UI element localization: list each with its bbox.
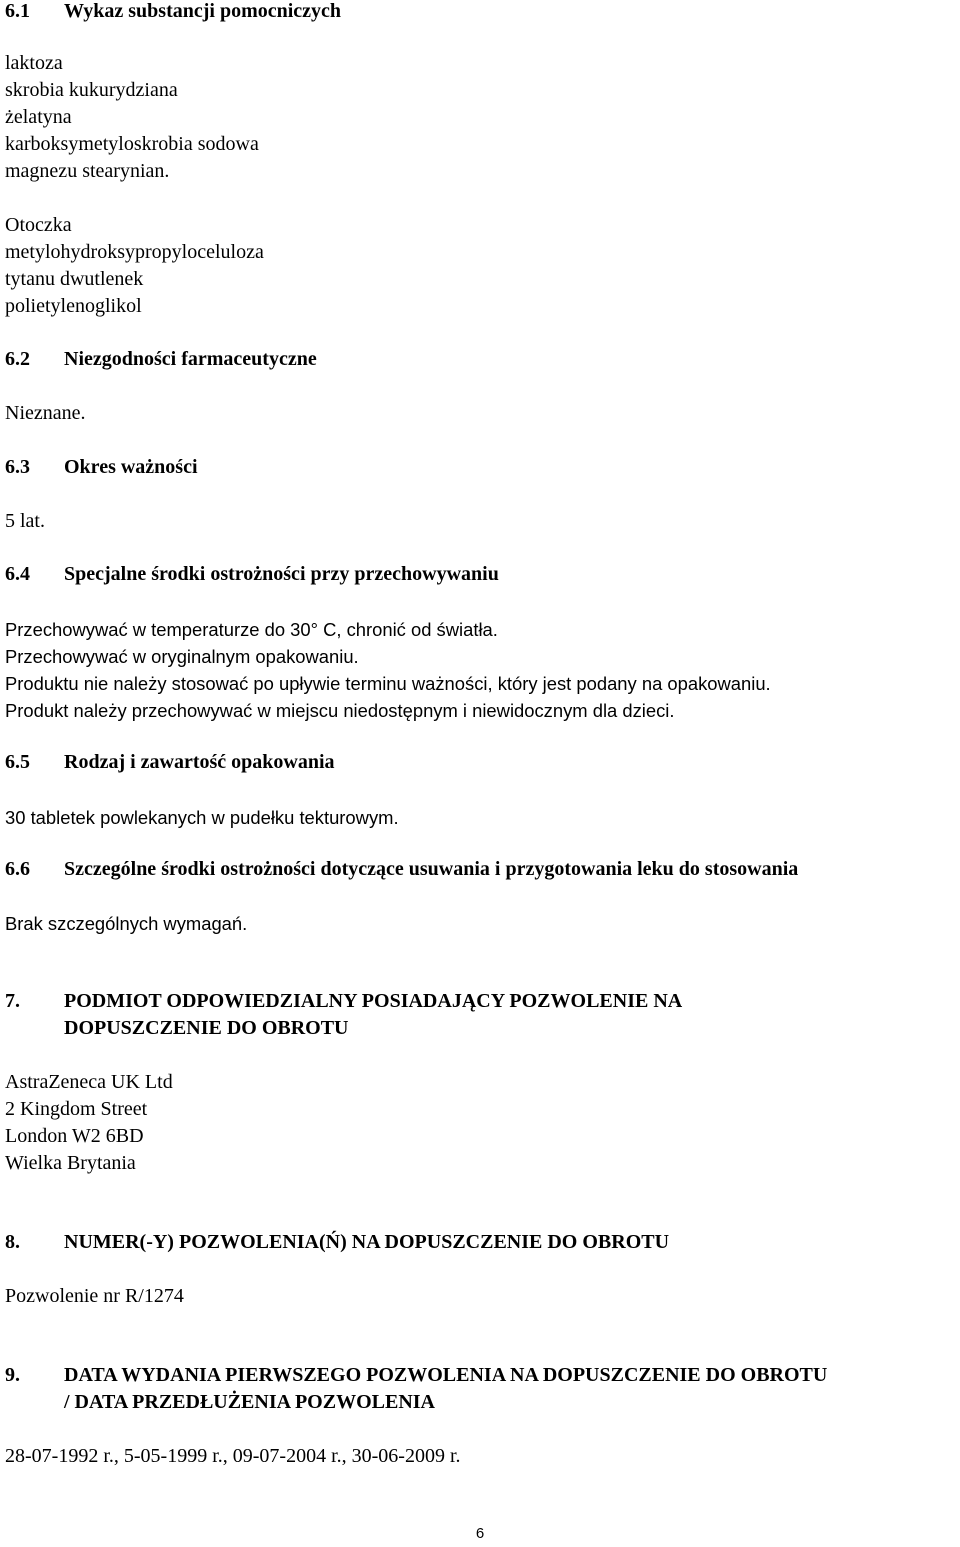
section-heading-7 [5,988,682,1042]
address-line: London W2 6BD [5,1125,144,1147]
section-title: Szczególne środki ostrożności dotyczące usuwania i przygotowania leku do stosowania [64,858,799,880]
excipient-item: skrobia kukurydziana [5,79,178,101]
address-line: 2 Kingdom Street [5,1098,148,1120]
excipient-item: żelatyna [5,106,72,128]
excipient-item: magnezu stearynian. [5,160,170,182]
section-text: Brak szczególnych wymagań. [5,913,248,934]
excipient-item: laktoza [5,52,63,74]
section-text: Pozwolenie nr R/1274 [5,1285,184,1307]
section-title [64,988,682,1042]
section-number: 7. [5,990,20,1012]
address-line: Wielka Brytania [5,1152,136,1174]
section-title-line: DATA WYDANIA PIERWSZEGO POZWOLENIA NA DOPUSZCZENIE DO OBROTU [64,1364,828,1386]
storage-instruction: Przechowywać w temperaturze do 30° C, chronić od światła. [5,619,498,640]
section-number: 6.4 [5,563,30,585]
section-text: 30 tabletek powlekanych w pudełku tekturowym. [5,807,399,828]
section-title: NUMER(-Y) POZWOLENIA(Ń) NA DOPUSZCZENIE DO OBROTU [64,1231,670,1253]
section-heading-9 [5,1362,827,1416]
section-title-line: DOPUSZCZENIE DO OBROTU [64,1017,349,1039]
section-title: Rodzaj i zawartość opakowania [64,751,335,773]
section-title: Niezgodności farmaceutyczne [64,348,317,370]
section-number: 6.5 [5,751,30,773]
section-heading-6-6 [5,856,798,883]
section-text: 5 lat. [5,510,45,532]
excipient-item: karboksymetyloskrobia sodowa [5,133,259,155]
section-heading-6-3 [5,454,198,481]
storage-instruction: Produktu nie należy stosować po upływie terminu ważności, który jest podany na opakowaniu. [5,673,771,694]
section-title-line: / DATA PRZEDŁUŻENIA POZWOLENIA [64,1391,435,1413]
section-heading-8 [5,1229,669,1256]
coating-item: tytanu dwutlenek [5,268,144,290]
address-line: AstraZeneca UK Ltd [5,1071,173,1093]
section-text: Nieznane. [5,402,86,424]
section-number: 6.2 [5,348,30,370]
coating-title: Otoczka [5,214,72,236]
section-title-line: PODMIOT ODPOWIEDZIALNY POSIADAJĄCY POZWOLENIE NA [64,990,683,1012]
section-heading-6-5 [5,749,335,776]
section-heading-6-2 [5,346,317,373]
section-title: Okres ważności [64,456,198,478]
section-heading-6-4 [5,561,499,588]
storage-instruction: Produkt należy przechowywać w miejscu niedostępnym i niewidocznym dla dzieci. [5,700,675,721]
section-number: 8. [5,1231,20,1253]
section-text: 28-07-1992 r., 5-05-1999 r., 09-07-2004 r., 30-06-2009 r. [5,1445,461,1467]
section-number: 6.1 [5,0,30,22]
storage-instruction: Przechowywać w oryginalnym opakowaniu. [5,646,359,667]
section-title: Wykaz substancji pomocniczych [64,0,342,22]
page-number: 6 [475,1525,485,1542]
section-title: Specjalne środki ostrożności przy przechowywaniu [64,563,499,585]
coating-item: metylohydroksypropyloceluloza [5,241,264,263]
coating-item: polietylenoglikol [5,295,142,317]
section-heading-6-1 [5,0,341,25]
section-number: 9. [5,1364,20,1386]
section-title [64,1362,827,1416]
section-number: 6.6 [5,858,30,880]
section-number: 6.3 [5,456,30,478]
